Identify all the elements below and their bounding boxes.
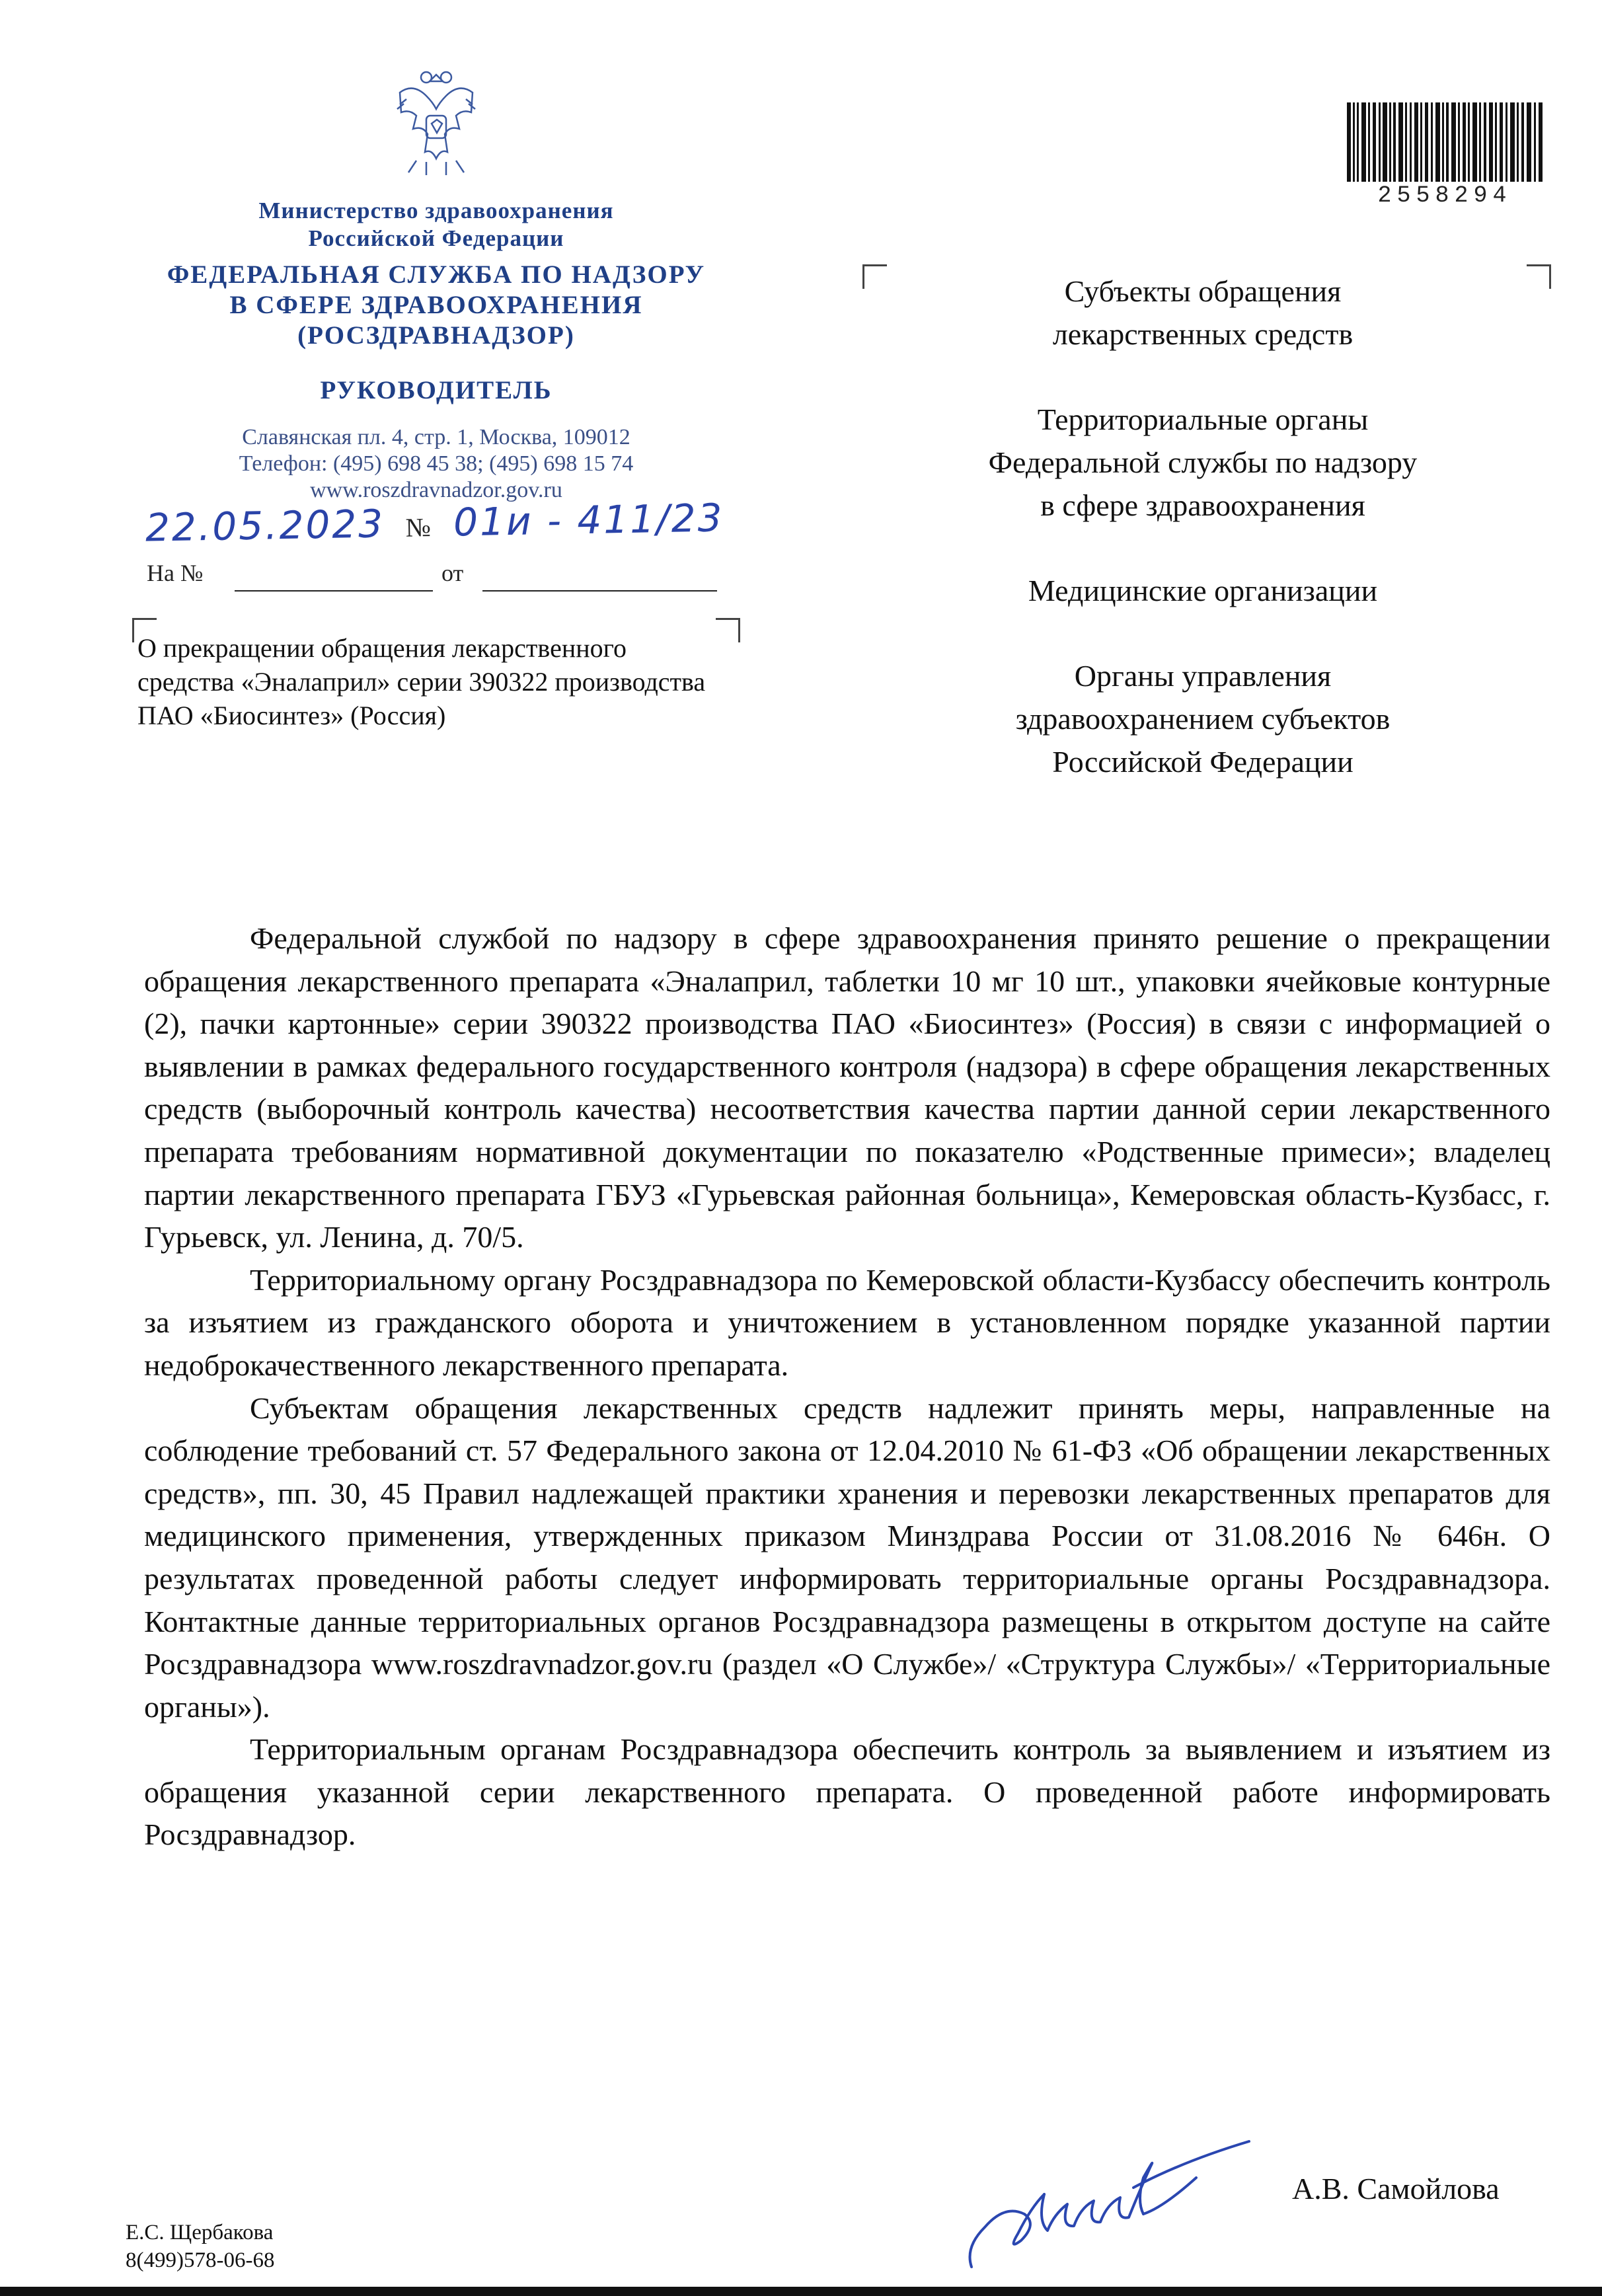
ministry-line-2: Российской Федерации [308,225,564,251]
body-paragraph-3: Субъектам обращения лекарственных средств надлежит принять меры, направленные на соблюдение требований ст. 57 Федерального закона от 12.04.2010 № 61-ФЗ «Об обращении лекарственных средств», пп. 30, 45 Правил надлежащей практики хранения и перевозки лекарственных препаратов для медицинского применения, утвержденных приказом Минздрава России от 31.08.2016 № 646н. О результатах проведенной работы следует информировать территориальные органы Росздравнадзора. Контактные данные территориальных органов Росздравнадзора размещены в открытом доступе на сайте Росздравнадзора www.roszdravnadzor.gov.ru (раздел «О Службе»/ «Структура Службы»/ «Территориальные органы»). [144,1391,1550,1724]
recipient-2 [905,398,1500,527]
coat-of-arms-icon [387,63,486,182]
subject-bracket-right [716,618,740,642]
body-paragraph-4: Территориальным органам Росздравнадзора обеспечить контроль за выявлением и изъятием из обращения указанной серии лекарственного препарата. О проведенной работе информировать Росздравнадзор. [144,1732,1550,1852]
executor-contact [126,2219,274,2274]
service-line-1: ФЕДЕРАЛЬНАЯ СЛУЖБА ПО НАДЗОРУ [167,260,706,289]
registration-date: 22.05.2023 [145,501,385,551]
website: www.roszdravnadzor.gov.ru [310,478,562,502]
from-label: от [441,560,464,586]
recipient-4-line-1: Органы управления [1074,659,1332,693]
recipients-bracket-left [862,264,887,289]
ref-label: На № [147,560,204,586]
signer-name: А.В. Самойлова [1292,2172,1500,2205]
recipients-bracket-right [1527,264,1551,289]
letter-subject: О прекращении обращения лекарственного средства «Эналаприл» серии 390322 производства ПАО «Биосинтез» (Россия) [137,633,706,730]
recipient-4-line-3: Российской Федерации [1052,745,1354,779]
recipient-2-line-3: в сфере здравоохранения [1040,488,1365,522]
head-title: РУКОВОДИТЕЛЬ [320,376,553,404]
body-paragraph-1: Федеральной службой по надзору в сфере здравоохранения принято решение о прекращении обращения лекарственного препарата «Эналаприл, таблетки 10 мг 10 шт., упаковки ячейковые контурные (2), пачки картонные» серии 390322 производства ПАО «Биосинтез» (Россия) в связи с информацией о выявлении в рамках федерального государственного контроля (надзора) в сфере обращения лекарственных средств (выборочный контроль качества) несоответствия качества партии данной серии лекарственного препарата требованиям нормативной документации по показателю «Родственные примеси»; владелец партии лекарственного препарата ГБУЗ «Гурьевская районная больница», Кемеровская область-Кузбасс, г. Гурьевск, ул. Ленина, д. 70/5. [144,921,1550,1254]
recipient-3 [905,569,1500,612]
recipient-4 [905,654,1500,783]
signature-icon [945,2115,1262,2274]
service-name [106,260,767,351]
barcode-number: 2558294 [1377,182,1512,209]
recipients-block [905,270,1500,783]
contact-block [106,424,767,504]
letter-body [144,917,1550,1856]
address: Славянская пл. 4, стр. 1, Москва, 109012 [242,425,630,449]
service-line-3: (РОСЗДРАВНАДЗОР) [297,321,575,350]
ministry-line-1: Министерство здравоохранения [258,198,614,223]
barcode-icon [1346,102,1544,182]
recipient-1-line-1: Субъекты обращения [1064,274,1342,308]
executor-phone: 8(499)578-06-68 [126,2248,275,2272]
recipient-2-line-2: Федеральной службы по надзору [988,445,1418,479]
recipient-2-line-1: Территориальные органы [1037,402,1369,436]
executor-name: Е.С. Щербакова [126,2221,274,2244]
registration-date-and-number [145,495,724,550]
recipient-4-line-2: здравоохранением субъектов [1015,702,1391,736]
number-sign: № [405,512,434,543]
service-line-2: В СФЕРЕ ЗДРАВООХРАНЕНИЯ [229,291,643,319]
ref-number-blank [235,590,433,592]
scan-edge [0,2287,1602,2296]
recipient-1-line-2: лекарственных средств [1052,317,1354,351]
recipient-1 [905,270,1500,356]
ministry-name [106,197,767,252]
recipient-3-line-1: Медицинские организации [1028,574,1378,607]
body-paragraph-2: Территориальному органу Росздравнадзора по Кемеровской области-Кузбассу обеспечить контроль за изъятием из гражданского оборота и уничтожением в установленном порядке указанной партии недоброкачественного лекарственного препарата. [144,1262,1550,1382]
phone: Телефон: (495) 698 45 38; (495) 698 15 74 [239,451,634,476]
ref-date-blank [482,590,717,592]
registration-number: 01и - 411/23 [453,495,725,545]
